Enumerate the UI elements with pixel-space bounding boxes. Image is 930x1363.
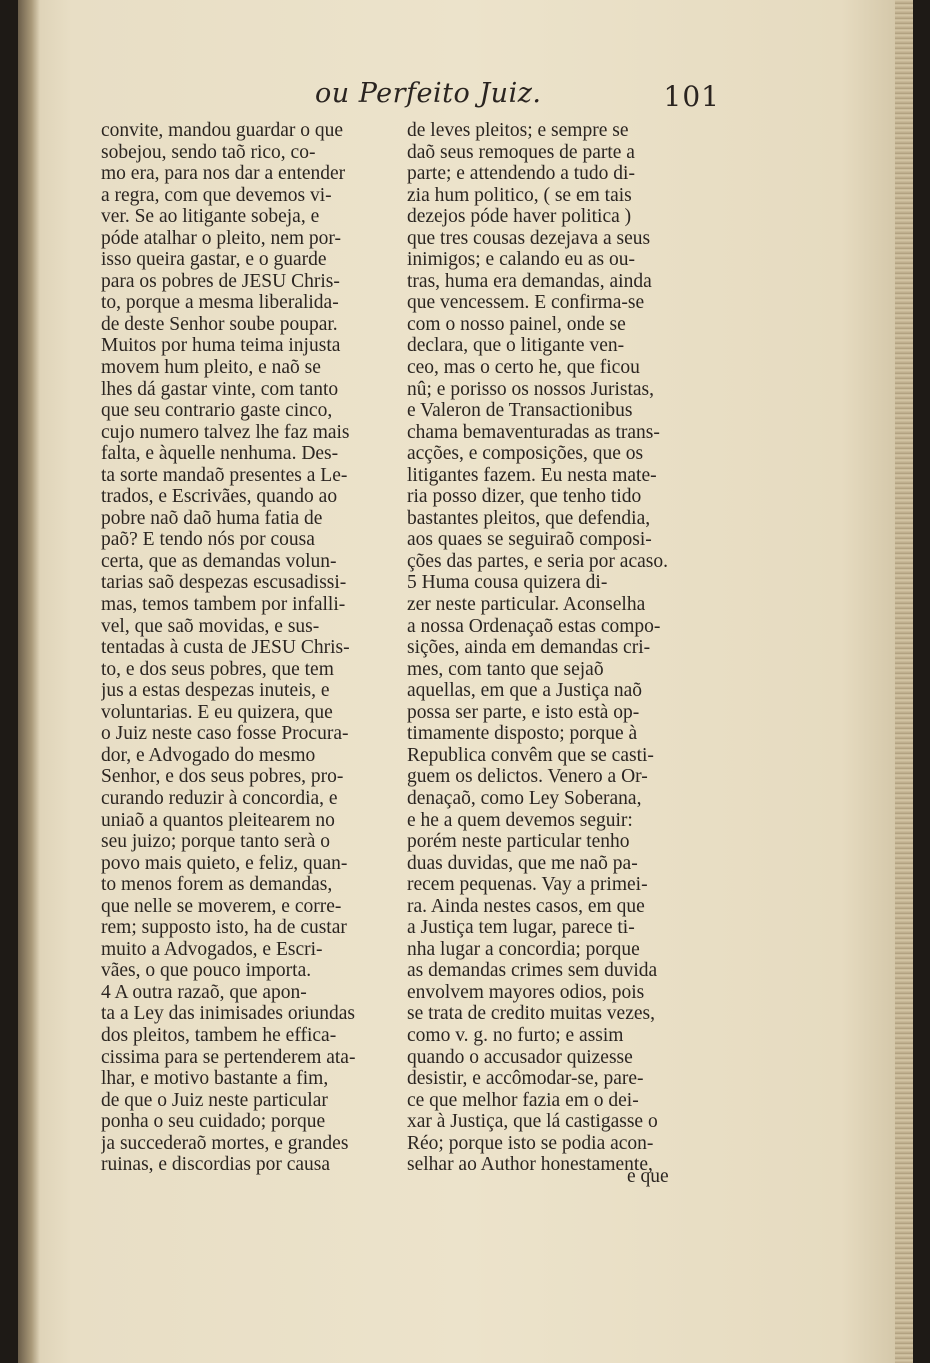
text-line: e Valeron de Transactionibus xyxy=(407,400,633,422)
text-line: bastantes pleitos, que defendia, xyxy=(407,507,651,529)
text-line: 4 A outra razaõ, que apon- xyxy=(101,981,307,1003)
text-line: ceo, mas o certo he, que ficou xyxy=(407,357,640,379)
text-line: denaçaõ, como Ley Soberana, xyxy=(407,787,642,809)
page-edge xyxy=(895,0,913,1363)
text-line: xar à Justiça, que lá castigasse o xyxy=(407,1111,658,1133)
text-line: vães, o que pouco importa. xyxy=(101,960,312,982)
text-line: de deste Senhor soube poupar. xyxy=(101,313,338,335)
text-line: ra. Ainda nestes casos, em que xyxy=(407,895,645,917)
page-number: 101 xyxy=(663,80,720,113)
text-line: mes, com tanto que sejaõ xyxy=(407,658,604,680)
text-line: ruinas, e discordias por causa xyxy=(101,1154,331,1176)
text-line: paõ? E tendo nós por cousa xyxy=(101,529,315,551)
text-line: tarias saõ despezas escusadissi- xyxy=(101,572,347,594)
catchword: e que xyxy=(627,1166,669,1187)
text-line: ponha o seu cuidado; porque xyxy=(101,1111,326,1133)
text-line: acções, e composições, que os xyxy=(407,443,644,465)
text-line: e he a quem devemos seguir: xyxy=(407,809,633,831)
text-line: sições, ainda em demandas cri- xyxy=(407,637,651,659)
text-line: povo mais quieto, e feliz, quan- xyxy=(101,852,348,874)
text-line: mo era, para nos dar a entender xyxy=(101,163,346,185)
page-gutter xyxy=(18,0,40,1363)
text-line: zer neste particular. Aconselha xyxy=(407,594,646,616)
text-line: to, e dos seus pobres, que tem xyxy=(101,658,334,680)
text-line: jus a estas despezas inuteis, e xyxy=(101,680,330,702)
text-line: daõ seus remoques de parte a xyxy=(407,141,635,163)
text-line: inimigos; e calando eu as ou- xyxy=(407,249,635,271)
text-line: ce que melhor fazia em o dei- xyxy=(407,1089,639,1111)
text-line: guem os delictos. Venero a Or- xyxy=(407,766,648,788)
text-line: nû; e porisso os nossos Juristas, xyxy=(407,378,655,400)
text-line: voluntarias. E eu quizera, que xyxy=(101,701,333,723)
text-line: cujo numero talvez lhe faz mais xyxy=(101,421,350,443)
text-line: litigantes fazem. Eu nesta mate- xyxy=(407,464,657,486)
text-line: vel, que saõ movidas, e sus- xyxy=(101,615,320,637)
text-line: declara, que o litigante ven- xyxy=(407,335,625,357)
text-line: ta a Ley das inimisades oriundas xyxy=(101,1003,355,1025)
text-line: lhes dá gastar vinte, com tanto xyxy=(101,378,339,400)
text-line: tras, huma era demandas, ainda xyxy=(407,270,652,292)
text-line: falta, e àquelle nenhuma. Des- xyxy=(101,443,339,465)
text-line: convite, mandou guardar o que xyxy=(101,120,344,141)
left-column xyxy=(101,120,391,1176)
text-line: dezejos póde haver politica ) xyxy=(407,206,632,228)
text-line: lhar, e motivo bastante a fim, xyxy=(101,1068,329,1090)
text-line: ções das partes, e seria por acaso. xyxy=(407,550,668,572)
text-line: sobejou, sendo taõ rico, co- xyxy=(101,141,316,163)
text-line: aquellas, em que a Justiça naõ xyxy=(407,680,642,702)
text-line: certa, que as demandas volun- xyxy=(101,550,337,572)
text-line: Republica convêm que se casti- xyxy=(407,744,654,766)
right-column xyxy=(407,120,697,1176)
text-line: 5 Huma cousa quizera di- xyxy=(407,572,608,594)
text-line: quando o accusador quizesse xyxy=(407,1046,633,1068)
text-line: rem; supposto isto, ha de custar xyxy=(101,917,347,939)
text-line: ria posso dizer, que tenho tido xyxy=(407,486,642,508)
text-line: Muitos por huma teima injusta xyxy=(101,335,341,357)
text-line: tentadas à custa de JESU Chris- xyxy=(101,637,350,659)
text-line: ja succederaõ mortes, e grandes xyxy=(101,1132,349,1154)
text-line: póde atalhar o pleito, nem por- xyxy=(101,227,342,249)
text-line: ver. Se ao litigante sobeja, e xyxy=(101,206,320,228)
text-line: que vencessem. E confirma-se xyxy=(407,292,645,314)
text-line: duas duvidas, que me naõ pa- xyxy=(407,852,638,874)
text-line: possa ser parte, e isto està op- xyxy=(407,701,640,723)
text-line: recem pequenas. Vay a primei- xyxy=(407,874,648,896)
text-line: curando reduzir à concordia, e xyxy=(101,787,338,809)
text-line: a Justiça tem lugar, parece ti- xyxy=(407,917,635,939)
text-line: trados, e Escrivães, quando ao xyxy=(101,486,338,508)
text-line: a nossa Ordenaçaõ estas compo- xyxy=(407,615,661,637)
text-line: uniaõ a quantos pleitearem no xyxy=(101,809,335,831)
text-line: seu juizo; porque tanto serà o xyxy=(101,831,331,853)
text-line: cissima para se pertenderem ata- xyxy=(101,1046,356,1068)
text-line: Senhor, e dos seus pobres, pro- xyxy=(101,766,344,788)
running-head: ou Perfeito Juiz. xyxy=(315,78,542,109)
text-line: pobre naõ daõ huma fatia de xyxy=(101,507,323,529)
text-line: ta sorte mandaõ presentes a Le- xyxy=(101,464,348,486)
text-line: desistir, e accômodar-se, pare- xyxy=(407,1068,644,1090)
text-line: como v. g. no furto; e assim xyxy=(407,1024,624,1046)
text-line: parte; e attendendo a tudo di- xyxy=(407,163,635,185)
text-line: zia hum politico, ( se em tais xyxy=(407,184,632,206)
page-header xyxy=(120,68,720,118)
text-line: que tres cousas dezejava a seus xyxy=(407,227,651,249)
text-line: nha lugar a concordia; porque xyxy=(407,938,640,960)
text-line: aos quaes se seguiraõ composi- xyxy=(407,529,652,551)
text-line: que nelle se moverem, e corre- xyxy=(101,895,342,917)
text-line: de que o Juiz neste particular xyxy=(101,1089,328,1111)
text-line: movem hum pleito, e naõ se xyxy=(101,357,321,379)
text-line: muito a Advogados, e Escri- xyxy=(101,938,323,960)
text-line: to menos forem as demandas, xyxy=(101,874,333,896)
text-line: dos pleitos, tambem he effica- xyxy=(101,1024,337,1046)
text-line: que seu contrario gaste cinco, xyxy=(101,400,333,422)
text-line: selhar ao Author honestamente, xyxy=(407,1154,653,1176)
text-line: isso queira gastar, e o guarde xyxy=(101,249,327,271)
text-line: porém neste particular tenho xyxy=(407,831,630,853)
text-line: Réo; porque isto se podia acon- xyxy=(407,1132,654,1154)
text-line: a regra, com que devemos vi- xyxy=(101,184,332,206)
text-line: para os pobres de JESU Chris- xyxy=(101,270,340,292)
text-line: com o nosso painel, onde se xyxy=(407,313,626,335)
text-line: as demandas crimes sem duvida xyxy=(407,960,658,982)
text-line: mas, temos tambem por infalli- xyxy=(101,594,346,616)
text-line: de leves pleitos; e sempre se xyxy=(407,120,629,141)
text-line: o Juiz neste caso fosse Procura- xyxy=(101,723,349,745)
text-line: dor, e Advogado do mesmo xyxy=(101,744,316,766)
text-line: to, porque a mesma liberalida- xyxy=(101,292,339,314)
text-line: envolvem mayores odios, pois xyxy=(407,981,645,1003)
text-line: se trata de credito muitas vezes, xyxy=(407,1003,655,1025)
text-line: chama bemaventuradas as trans- xyxy=(407,421,660,443)
text-line: timamente disposto; porque à xyxy=(407,723,638,745)
